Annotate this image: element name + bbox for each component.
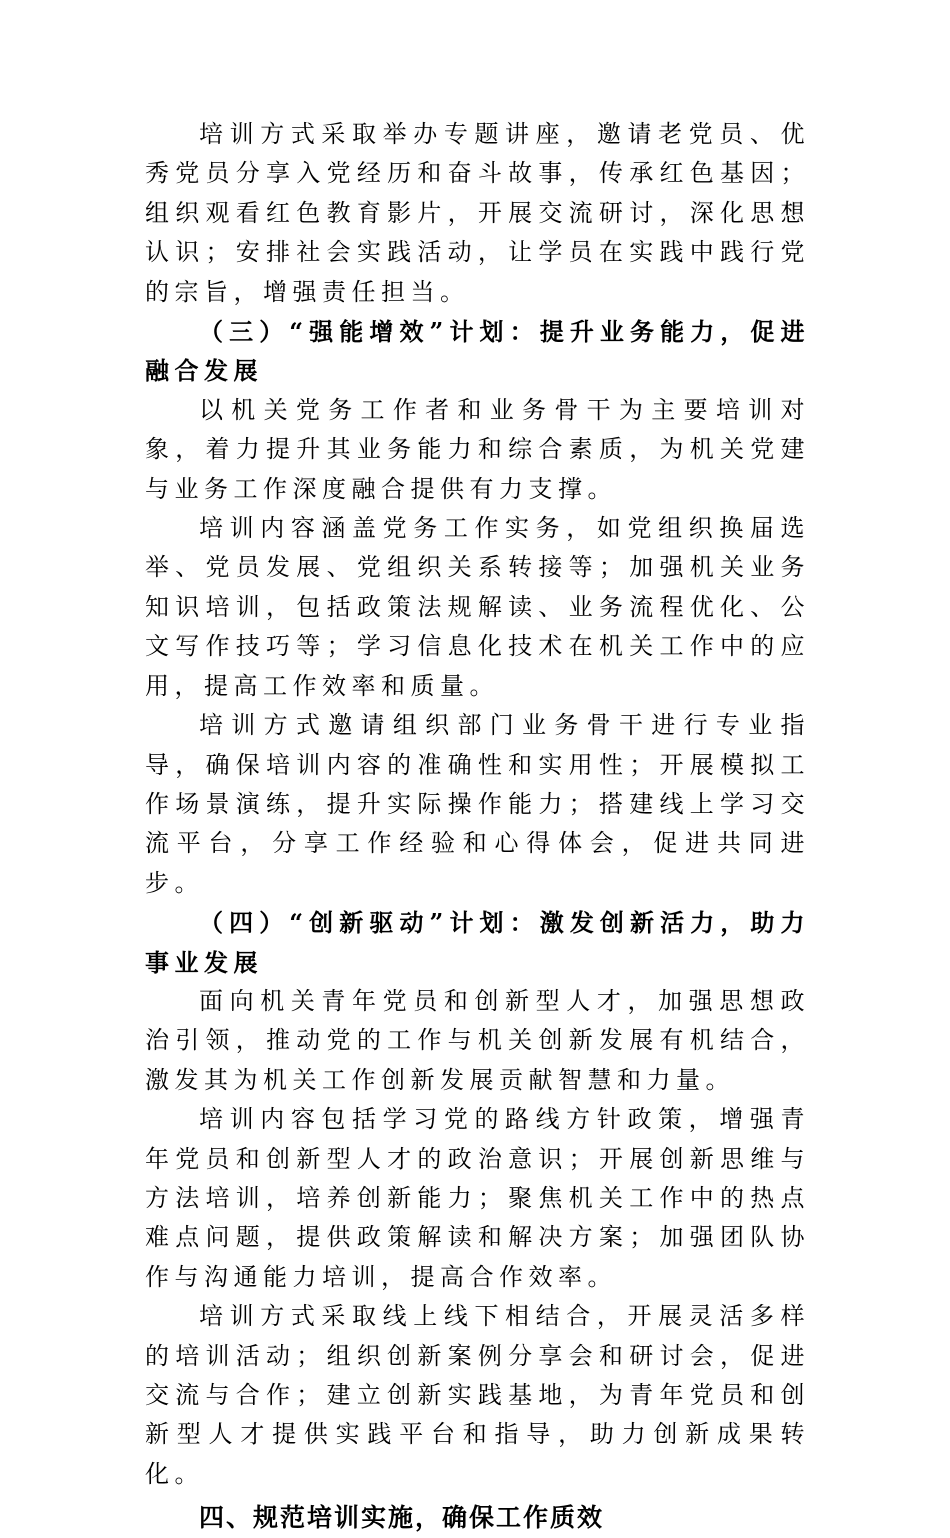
paragraph-plan-three-method: 培训方式邀请组织部门业务骨干进行专业指导，确保培训内容的准确性和实用性；开展模拟工作场景演练，提升实际操作能力；搭建线上学习交流平台，分享工作经验和心得体会，促进共同进步。 [145,711,810,897]
subheading-plan-three: （三）“强能增效”计划：提升业务能力，促进融合发展 [145,317,810,386]
paragraph-training-method-red-education: 培训方式采取举办专题讲座，邀请老党员、优秀党员分享入党经历和奋斗故事，传承红色基因；组织观看红色教育影片，开展交流研讨，深化思想认识；安排社会实践活动，让学员在实践中践行党的宗旨，增强责任担当。 [145,120,810,306]
section-heading-four: 四、规范培训实施，确保工作质效 [199,1503,605,1533]
paragraph-plan-four-content: 培训内容包括学习党的路线方针政策，增强青年党员和创新型人才的政治意识；开展创新思维与方法培训，培养创新能力；聚焦机关工作中的热点难点问题，提供政策解读和解决方案；加强团队协作与沟通能力培训，提高合作效率。 [145,1105,810,1291]
paragraph-plan-four-method: 培训方式采取线上线下相结合，开展灵活多样的培训活动；组织创新案例分享会和研讨会，促进交流与合作；建立创新实践基地，为青年党员和创新型人才提供实践平台和指导，助力创新成果转化。 [145,1302,810,1488]
document-page [145,115,810,1538]
paragraph-plan-four-target: 面向机关青年党员和创新型人才，加强思想政治引领，推动党的工作与机关创新发展有机结合，激发其为机关工作创新发展贡献智慧和力量。 [145,986,810,1094]
paragraph-plan-three-content: 培训内容涵盖党务工作实务，如党组织换届选举、党员发展、党组织关系转接等；加强机关业务知识培训，包括政策法规解读、业务流程优化、公文写作技巧等；学习信息化技术在机关工作中的应用，提高工作效率和质量。 [145,514,810,700]
subheading-plan-four: （四）“创新驱动”计划：激发创新活力，助力事业发展 [145,908,810,977]
paragraph-plan-three-target: 以机关党务工作者和业务骨干为主要培训对象，着力提升其业务能力和综合素质，为机关党建与业务工作深度融合提供有力支撑。 [145,395,810,503]
